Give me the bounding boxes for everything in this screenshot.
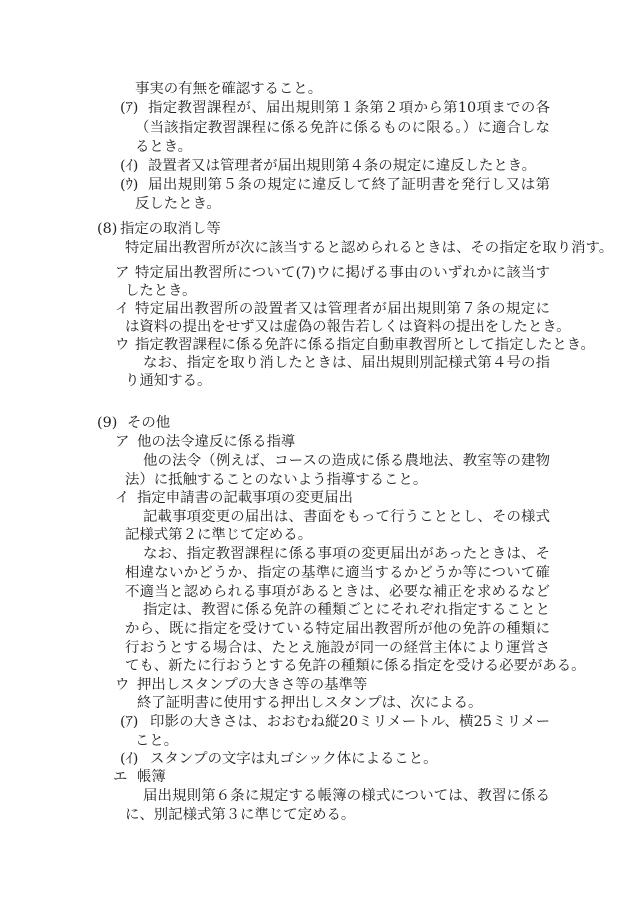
text-line: 特定届出教習所が次に該当すると認められるときは、その指定を取り消す。	[125, 240, 614, 256]
item-heading: 帳簿	[137, 769, 166, 785]
text-line: スタンプの文字は丸ゴシック体によること。	[150, 751, 438, 767]
text-line: 印影の大きさは、おおむね縦20ミリメートル、横25ミリメー	[150, 714, 550, 730]
section-heading: その他	[127, 415, 171, 431]
text-line: 法）に抵触することのないよう指導すること。	[125, 472, 428, 488]
text-line: したとき。	[125, 283, 197, 299]
item-heading: 指定申請書の記載事項の変更届出	[137, 490, 353, 506]
text-line: 事実の有無を確認すること。	[135, 81, 323, 97]
text-line: は資料の提出をせず又は虚偽の報告若しくは資料の提出をしたとき。	[125, 319, 571, 335]
item-marker: (ｲ)	[120, 158, 139, 174]
text-line: ても、新たに行おうとする免許の種類に係る指定を受ける必要がある。	[125, 658, 586, 674]
item-marker: (ｳ)	[120, 177, 139, 193]
item-marker: (ｲ)	[120, 751, 139, 767]
text-line: 不適当と認められる事項があるときは、必要な補正を求めるなど	[125, 584, 550, 600]
text-line: 相違ないかどうか、指定の基準に適当するかどうか等について確	[125, 565, 550, 581]
text-line: なお、指定教習課程に係る事項の変更届出があったときは、そ	[143, 546, 550, 562]
item-marker: ア	[115, 265, 130, 281]
item-heading: 押出しスタンプの大きさ等の基準等	[137, 677, 368, 693]
item-marker: イ	[115, 490, 130, 506]
item-marker: イ	[115, 301, 130, 317]
text-line: 終了証明書に使用する押出しスタンプは、次による。	[137, 695, 483, 711]
text-line: 記様式第２に準じて定める。	[125, 527, 313, 543]
text-line: から、既に指定を受けている特定届出教習所が他の免許の種類に	[125, 621, 550, 637]
item-heading: 他の法令違反に係る指導	[137, 434, 296, 450]
section-marker: (9)	[97, 415, 118, 431]
text-line: 特定届出教習所について(7)ウに掲げる事由のいずれかに該当す	[135, 265, 550, 281]
text-line: 記載事項変更の届出は、書面をもって行うこととし、その様式	[143, 509, 550, 525]
text-line: 指定教習課程が、届出規則第１条第２項から第10項までの各	[148, 100, 550, 116]
text-line: 設置者又は管理者が届出規則第４条の規定に違反したとき。	[148, 158, 536, 174]
item-marker: ア	[115, 434, 130, 450]
text-line: 指定は、教習に係る免許の種類ごとにそれぞれ指定することと	[143, 602, 550, 618]
text-line: （当該指定教習課程に係る免許に係るものに限る。）に適合しな	[135, 120, 550, 136]
section-heading: 指定の取消し等	[120, 221, 221, 237]
text-line: 届出規則第５条の規定に違反して終了証明書を発行し又は第	[148, 177, 550, 193]
text-line: なお、指定を取り消したときは、届出規則別記様式第４号の指	[143, 355, 550, 371]
item-marker: (ｱ)	[120, 714, 139, 730]
text-line: こと。	[135, 733, 179, 749]
item-marker: ウ	[115, 677, 130, 693]
section-marker: (8)	[97, 221, 118, 237]
text-line: 届出規則第６条に規定する帳簿の様式については、教習に係る	[143, 788, 550, 804]
text-line: り通知する。	[125, 373, 212, 389]
text-line: 他の法令（例えば、コースの造成に係る農地法、教室等の建物	[143, 453, 550, 469]
text-line: に、別記様式第３に準じて定める。	[125, 807, 356, 823]
text-line: 指定教習課程に係る免許に係る指定自動車教習所として指定したとき。	[135, 337, 595, 353]
item-marker: エ	[113, 769, 128, 785]
text-line: るとき。	[135, 139, 192, 155]
text-line: 行おうとする場合は、たとえ施設が同一の経営主体により運営さ	[125, 640, 550, 656]
item-marker: (ｱ)	[120, 100, 139, 116]
text-line: 反したとき。	[135, 196, 221, 212]
text-line: 特定届出教習所の設置者又は管理者が届出規則第７条の規定に	[135, 301, 550, 317]
item-marker: ウ	[115, 337, 130, 353]
